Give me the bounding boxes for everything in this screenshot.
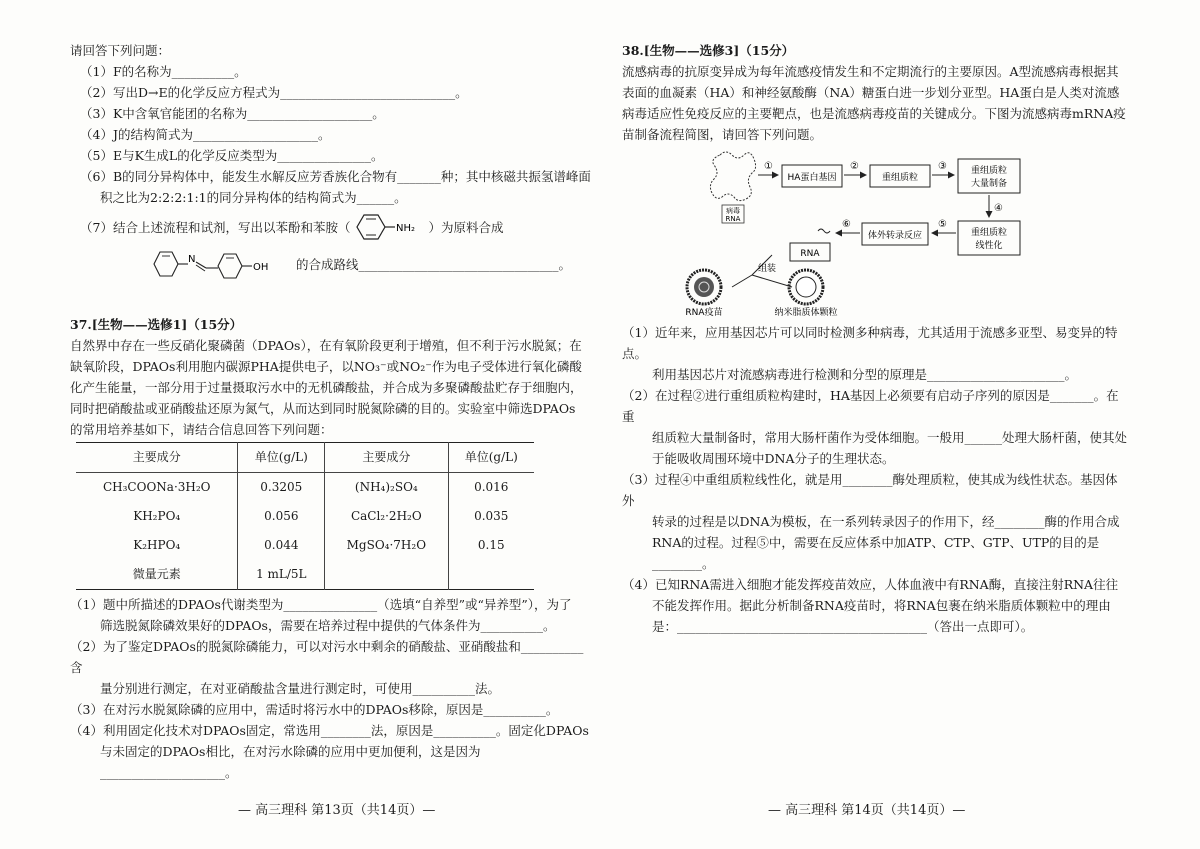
table-cell: K₂HPO₄	[133, 538, 181, 552]
section-37-q3: （3）在对污水脱氮除磷的应用中，需适时将污水中的DPAOs移除，原因是__________。	[70, 702, 559, 717]
table-cell: 0.044	[238, 531, 325, 560]
question-7c: 的合成路线________________________________。	[296, 256, 572, 272]
rna-strand-icon	[818, 229, 830, 233]
question-1: （1）F的名称为__________。	[80, 64, 247, 79]
nano-liposome-label: 纳米脂质体颗粒	[774, 308, 838, 318]
section-38-q2b: 组质粒大量制备时，常用大肠杆菌作为受体细胞。一般用______处理大肠杆菌，使其处	[652, 430, 1128, 445]
question-5: （5）E与K生成L的化学反应类型为_______________。	[80, 148, 384, 163]
table-cell: 微量元素	[132, 567, 181, 581]
table-row	[76, 531, 534, 560]
linearize-label-1: 重组质粒	[970, 228, 1008, 238]
culture-medium-table	[76, 442, 534, 590]
intro-text: 请回答下列问题：	[70, 43, 171, 58]
mass-prep-label-2: 大量制备	[970, 179, 1008, 189]
section-37-para-5: 的常用培养基如下，请结合信息回答下列问题：	[70, 422, 333, 437]
target-molecule-line	[150, 248, 590, 280]
step-6-label: ⑥	[842, 219, 851, 230]
left-column	[70, 40, 590, 783]
question-7a: （7）结合上述流程和试剂，写出以苯酚和苯胺（	[80, 219, 351, 235]
section-38-para-1: 流感病毒的抗原变异成为每年流感疫情发生和不定期流行的主要原因。A型流感病毒根据其	[622, 64, 1119, 79]
section-38-q4b: 不能发挥作用。据此分析制备RNA疫苗时，将RNA包裹在纳米脂质体颗粒中的理由	[652, 598, 1111, 613]
in-vitro-transcription-label: 体外转录反应	[867, 231, 923, 241]
table-cell: 0.15	[448, 531, 534, 560]
virus-rna-icon	[710, 152, 755, 201]
table-cell: MgSO₄·7H₂O	[325, 531, 448, 560]
table-header: 单位(g/L)	[448, 443, 534, 473]
section-38-q1b: 利用基因芯片对流感病毒进行检测和分型的原理是______________________。	[652, 367, 1078, 382]
recombinant-plasmid-label: 重组质粒	[881, 173, 919, 183]
table-cell	[448, 560, 534, 590]
section-38-para-3: 病毒适应性免疫反应的主要靶点，也是流感病毒疫苗的关键成分。下图为流感病毒mRNA疫	[622, 106, 1126, 121]
right-column	[622, 40, 1127, 637]
rna-vaccine-label: RNA疫苗	[685, 308, 723, 318]
section-38-q3c: RNA的过程。过程⑤中，需要在反应体系中加ATP、CTP、GTP、UTP的目的是________。	[652, 535, 1100, 571]
virus-label-2: RNA	[725, 215, 741, 223]
section-38-q4c: 是：________________________________________（答出一点即可）。	[652, 619, 1034, 634]
section-37-para-3: 化产生能量，一部分用于过量摄取污水中的无机磷酸盐，并合成为多聚磷酸盐贮存于细胞内，	[70, 380, 583, 395]
rna-box-label: RNA	[800, 249, 820, 259]
table-cell	[325, 560, 448, 590]
question-7-line	[70, 212, 590, 242]
table-cell: 1 mL/5L	[238, 560, 325, 590]
mrna-vaccine-flow-diagram	[622, 147, 1127, 322]
page-footer-13: — 高三理科 第13页（共14页）—	[238, 803, 436, 818]
section-37-heading: 37.[生物——选修1]（15分）	[70, 317, 243, 332]
step-3-label: ③	[938, 161, 947, 172]
section-38-q4a: （4）已知RNA需进入细胞才能发挥疫苗效应，人体血液中有RNA酶，直接注射RNA往往	[622, 577, 1119, 592]
target-molecule-structure-icon	[150, 248, 290, 280]
nano-liposome-particle-icon	[789, 270, 823, 304]
section-38-q1a: （1）近年来，应用基因芯片可以同时检测多种病毒，尤其适用于流感多亚型、易变异的特点。	[622, 325, 1118, 361]
table-cell: CaCl₂·2H₂O	[325, 502, 448, 531]
aniline-structure-icon	[350, 212, 428, 242]
question-4: （4）J的结构简式为____________________。	[80, 127, 331, 142]
section-37-q4a: （4）利用固定化技术对DPAOs固定，常选用________法，原因是__________。固定化DPAOs	[70, 723, 589, 738]
question-3: （3）K中含氧官能团的名称为____________________。	[80, 106, 385, 121]
question-6a: （6）B的同分异构体中，能发生水解反应芳香族化合物有_______种；其中核磁共振氢谱峰面	[80, 169, 591, 184]
step-2-label: ②	[850, 161, 859, 172]
question-6b: 积之比为2:2:2:1:1的同分异构体的结构简式为______。	[100, 190, 407, 205]
nh2-label: NH₂	[396, 223, 416, 234]
step-1-label: ①	[764, 161, 773, 172]
section-37-para-1: 自然界中存在一些反硝化聚磷菌（DPAOs），在有氧阶段更利于增殖，但不利于污水脱氮；在	[70, 338, 582, 353]
section-38-q3a: （3）过程④中重组质粒线性化，就是用________酶处理质粒，使其成为线性状态。基因体外	[622, 472, 1118, 508]
assemble-label: 组装	[758, 264, 777, 274]
table-cell: 0.056	[238, 502, 325, 531]
section-37-q1b: 筛选脱氮除磷效果好的DPAOs，需要在培养过程中提供的气体条件为__________。	[100, 618, 556, 633]
table-row	[76, 560, 534, 590]
section-37-q2b: 量分别进行测定，在对亚硝酸盐含量进行测定时，可使用__________法。	[100, 681, 501, 696]
section-37-q1a: （1）题中所描述的DPAOs代谢类型为_______________（选填“自养型”或“异养型”），为了	[70, 597, 572, 612]
n-label: N	[188, 254, 196, 265]
table-cell: (NH₄)₂SO₄	[325, 473, 448, 503]
table-header: 主要成分	[325, 443, 448, 473]
table-cell: 0.035	[448, 502, 534, 531]
question-2: （2）写出D→E的化学反应方程式为____________________________。	[80, 85, 468, 100]
table-cell: 0.016	[448, 473, 534, 503]
section-37-q2a: （2）为了鉴定DPAOs的脱氮除磷能力，可以对污水中剩余的硝酸盐、亚硝酸盐和__________含	[70, 639, 584, 675]
section-38-heading: 38.[生物——选修3]（15分）	[622, 43, 795, 58]
step-5-label: ⑤	[938, 219, 947, 230]
rna-vaccine-particle-icon	[687, 270, 721, 304]
section-38-q2c: 于能吸收周围环境中DNA分子的生理状态。	[652, 451, 895, 466]
step-4-label: ④	[994, 203, 1003, 214]
section-37-para-4: 同时把硝酸盐或亚硝酸盐还原为氮气，从而达到同时脱氮除磷的目的。实验室中筛选DPAOs	[70, 401, 576, 416]
table-header: 单位(g/L)	[238, 443, 325, 473]
table-cell: CH₃COONa·3H₂O	[102, 480, 211, 494]
ha-gene-label: HA蛋白基因	[787, 173, 837, 183]
section-37-para-2: 缺氧阶段，DPAOs利用胞内碳源PHA提供电子，以NO₃⁻或NO₂⁻作为电子受体进行氧化磷酸	[70, 359, 582, 374]
section-38-q2a: （2）在过程②进行重组质粒构建时，HA基因上必须要有启动子序列的原因是_______。在重	[622, 388, 1119, 424]
mass-prep-label-1: 重组质粒	[970, 166, 1008, 176]
table-row	[76, 502, 534, 531]
section-38-para-2: 表面的血凝素（HA）和神经氨酸酶（NA）糖蛋白进一步划分亚型。HA蛋白是人类对流感	[622, 85, 1120, 100]
section-37-q4b: 与未固定的DPAOs相比，在对污水除磷的应用中更加便利，这是因为____________________。	[100, 744, 481, 780]
question-7b: ）为原料合成	[428, 219, 504, 235]
linearize-label-2: 线性化	[975, 241, 1003, 251]
page-footer-14: — 高三理科 第14页（共14页）—	[768, 803, 966, 818]
table-header: 主要成分	[76, 443, 238, 473]
section-38-para-4: 苗制备流程简图，请回答下列问题。	[622, 127, 823, 142]
virus-label-1: 病毒	[726, 207, 740, 215]
table-cell: KH₂PO₄	[133, 509, 181, 523]
table-cell: 0.3205	[238, 473, 325, 503]
table-row	[76, 473, 534, 503]
oh-label: OH	[253, 262, 269, 273]
section-38-q3b: 转录的过程是以DNA为模板，在一系列转录因子的作用下，经________酶的作用合成	[652, 514, 1120, 529]
